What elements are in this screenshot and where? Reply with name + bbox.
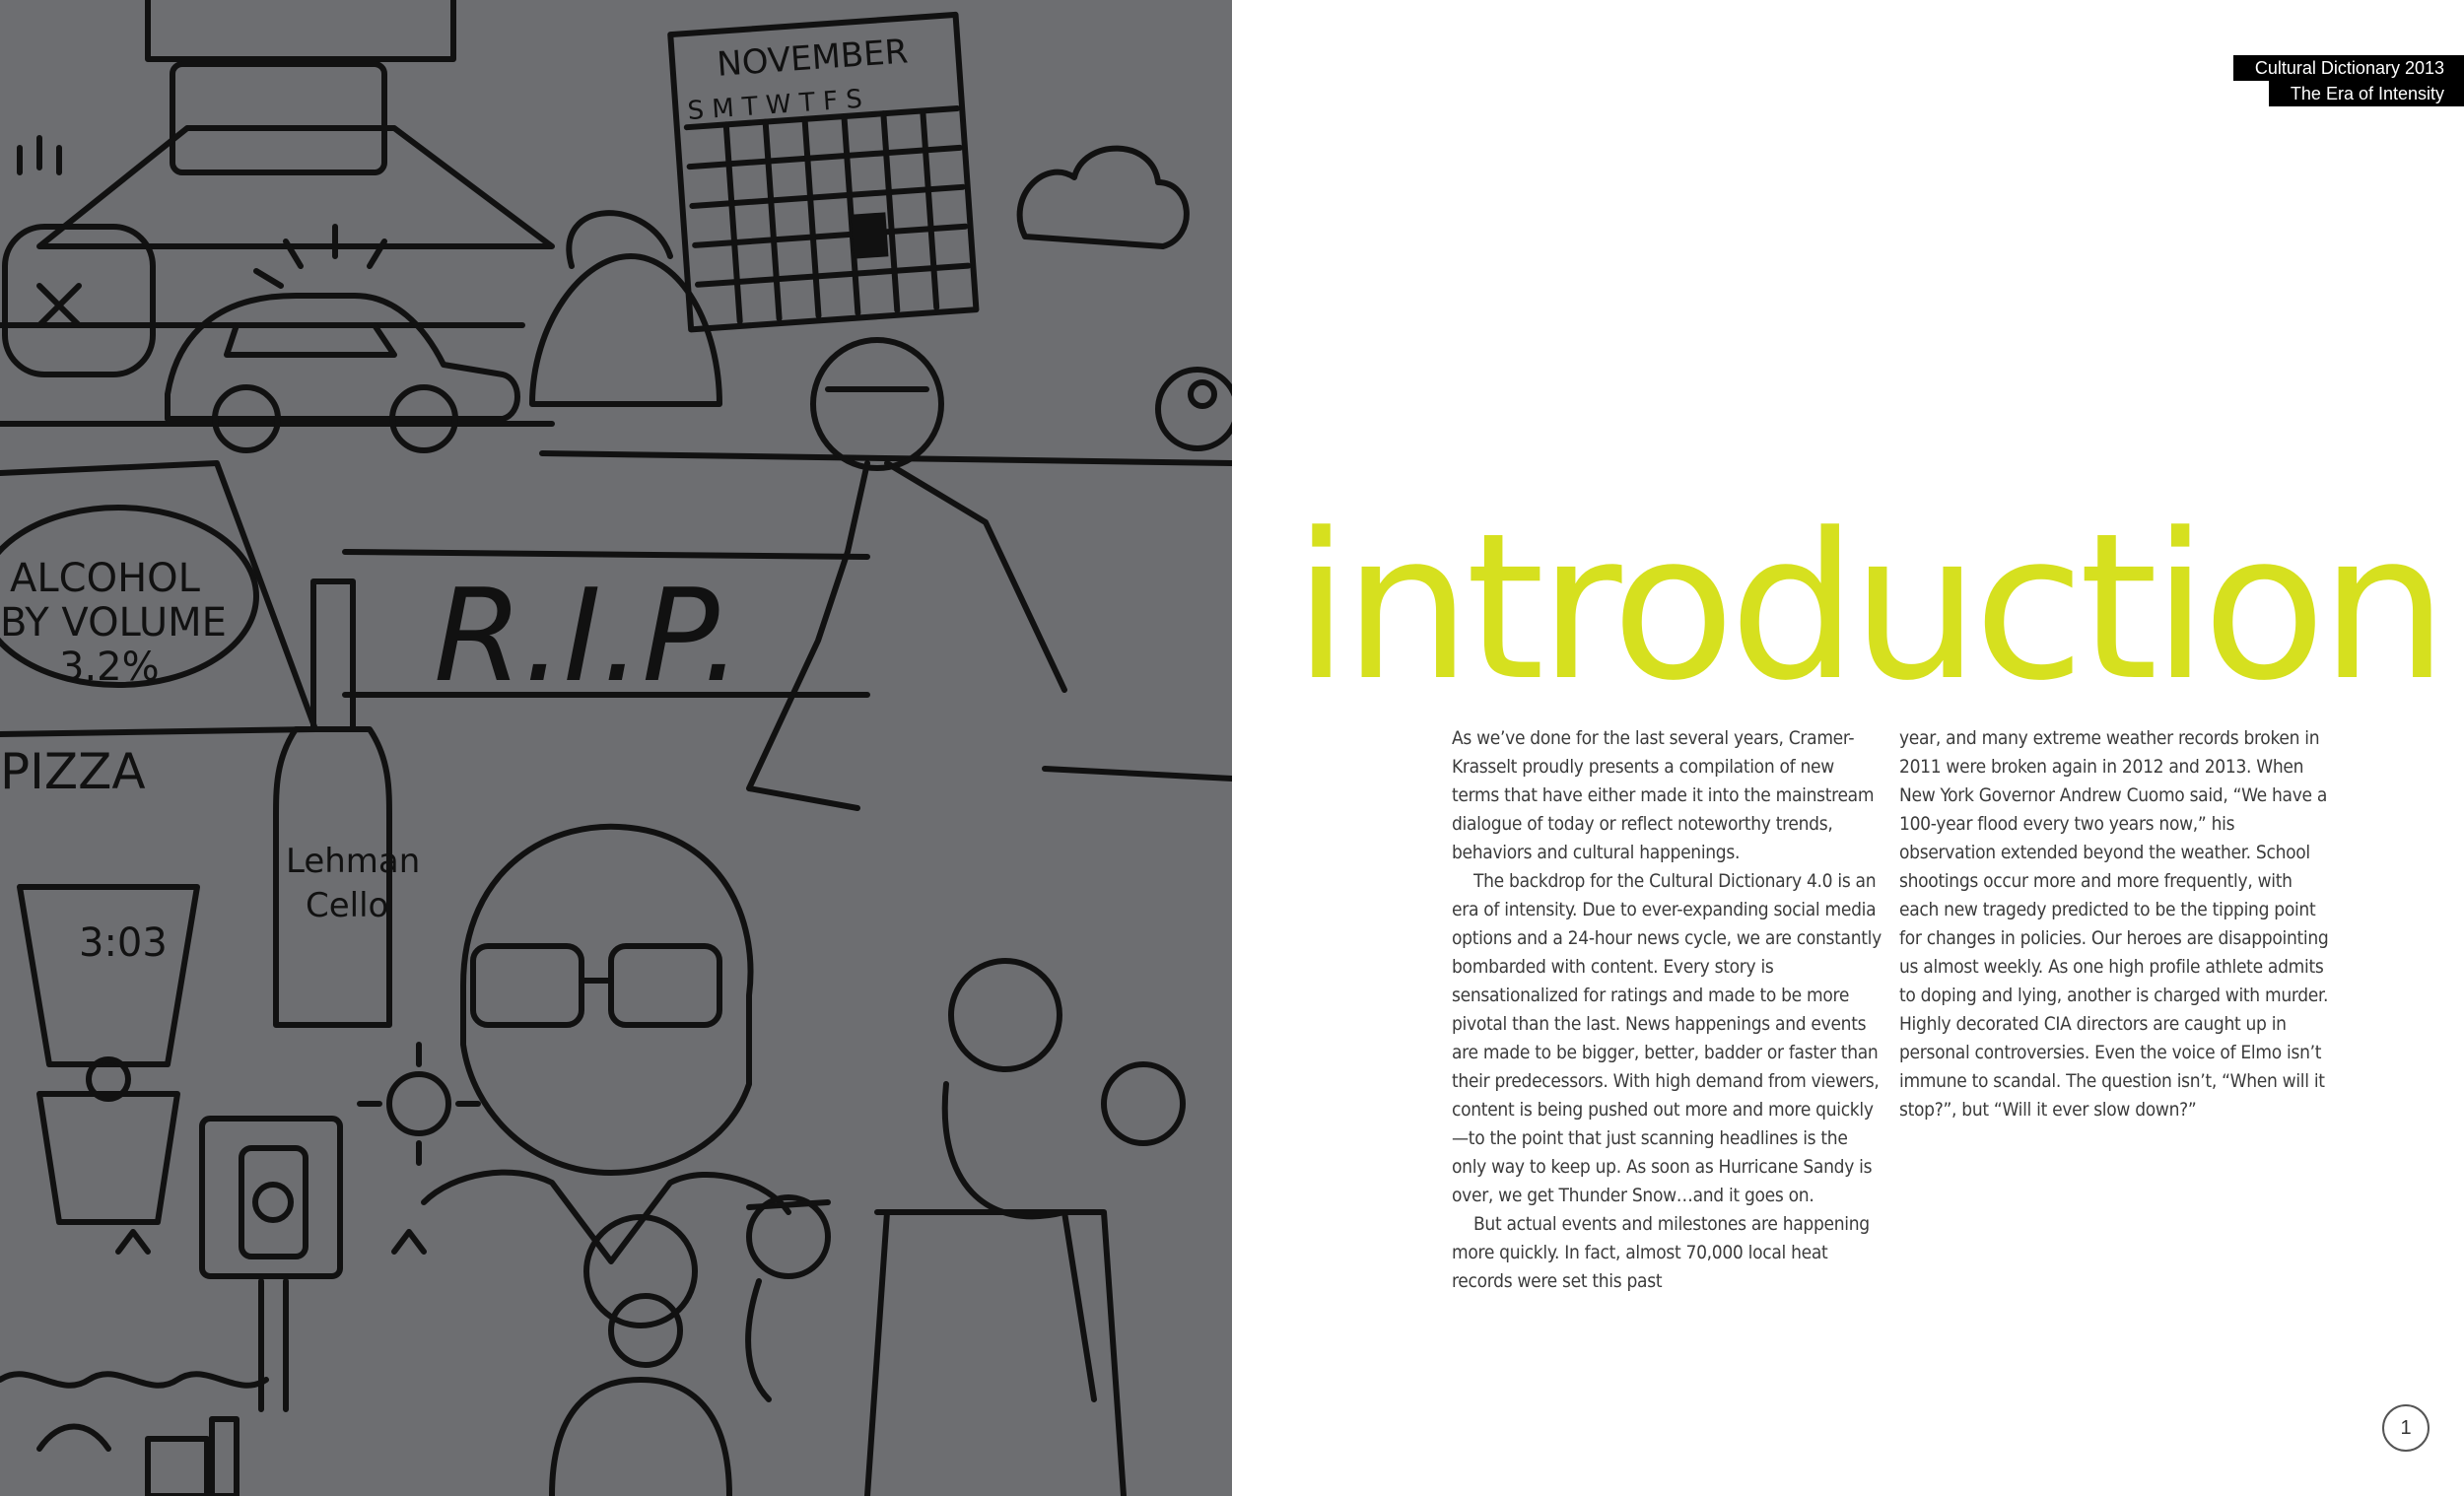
smartwatch-icon [20, 887, 197, 1222]
paragraph-1: As we’ve done for the last several years, Cramer-Krasselt proudly presents a compilation of new terms that have either made it into the mainstream dialogue of today or reflect noteworthy trends, behaviors and cultural happenings. [1452, 727, 1875, 863]
calendar-icon [670, 15, 976, 329]
svg-text:S M T W T F S: S M T W T F S [686, 84, 863, 127]
photographer [552, 1217, 729, 1496]
header-tag [2233, 55, 2464, 106]
man-with-glasses [424, 827, 788, 1261]
bottle-icon [276, 581, 420, 1025]
page-title: introduction [1293, 491, 2442, 725]
paragraph-3: But actual events and milestones are happening more quickly. In fact, almost 70,000 local heat records were set this past [1452, 1213, 1870, 1292]
svg-text:Lehman: Lehman [286, 842, 421, 881]
page-number: 1 [2382, 1404, 2430, 1452]
rip-sign: R.I.P. [434, 561, 743, 711]
building-outline [148, 0, 453, 59]
alcohol-sign [0, 508, 256, 690]
body-column-right [1899, 724, 2333, 1124]
sign-box [172, 64, 384, 172]
body-column-left [1452, 724, 1885, 1296]
svg-text:3.2%: 3.2% [59, 645, 160, 690]
man-with-hat [748, 1197, 828, 1399]
cloud-icon [1020, 149, 1187, 246]
pizza-sign: PIZZA [0, 743, 146, 800]
woman-with-walker [867, 961, 1183, 1496]
header-line-publication: Cultural Dictionary 2013 [2233, 55, 2464, 81]
svg-text:NOVEMBER: NOVEMBER [716, 32, 910, 85]
svg-text:3:03: 3:03 [79, 920, 168, 966]
parking-meter-icon [202, 1119, 340, 1409]
header-line-subtitle: The Era of Intensity [2269, 81, 2464, 106]
svg-text:Cello: Cello [306, 886, 389, 925]
car-icon [168, 296, 517, 450]
paragraph-3-continued: year, and many extreme weather records broken in 2011 were broken again in 2012 and 2013. When New York Governor Andrew Cuomo said, “We have a 100-year flood every two years now,” his observation extended beyond the weather. School shootings occur more and more frequently, with each new tragedy predicted to be the tipping point for changes in policies. Our heroes are disappointing us almost weekly. As one high profile athlete admits to doping and lying, another is charged with murder. Highly decorated CIA directors are caught up in personal controversies. Even the voice of Elmo isn’t immune to scandal. The question isn’t, “When will it stop?”, but “Will it ever slow down?” [1899, 727, 2329, 1121]
paragraph-2: The backdrop for the Cultural Dictionary 4.0 is an era of intensity. Due to ever-expanding social media options and a 24-hour news cycle, we are constantly bombarded with content. Every story is sensationalized for ratings and made to be more pivotal than the last. News happenings and events are made to be bigger, better, badder or faster than their predecessors. With high demand from viewers, content is being pushed out more and more quickly—to the point that just scanning headlines is the only way to keep up. As soon as Hurricane Sandy is over, we get Thunder Snow…and it goes on. [1452, 870, 1882, 1206]
sun-icon [360, 1045, 478, 1163]
svg-text:ALCOHOL: ALCOHOL [10, 556, 200, 601]
svg-text:BY VOLUME: BY VOLUME [0, 600, 227, 646]
